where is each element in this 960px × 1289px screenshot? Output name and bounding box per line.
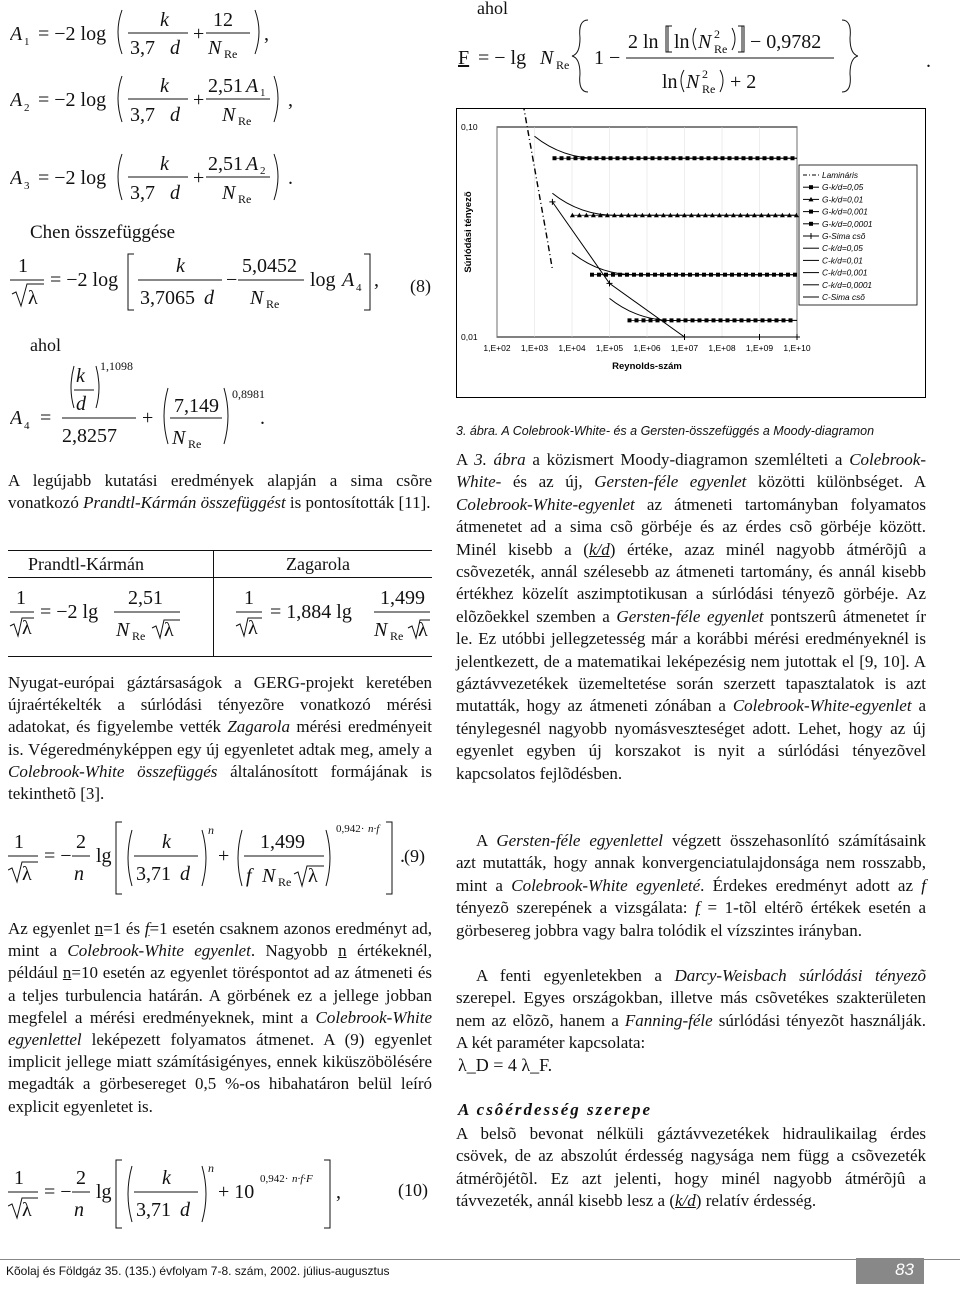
text-run-italic: 3. ábra — [474, 450, 526, 469]
svg-text:5,0452: 5,0452 — [242, 255, 297, 277]
moody-chart-svg — [457, 109, 925, 397]
text-run-underline: n — [62, 963, 72, 983]
svg-text:N: N — [172, 427, 186, 449]
ahol-label-left: ahol — [30, 335, 61, 355]
y-axis-title: Súrlódási tényezõ — [463, 191, 474, 273]
paragraph-gersten-comparison — [456, 830, 926, 942]
svg-text:A: A — [246, 153, 259, 175]
paragraph-darcy-fanning — [456, 965, 926, 1055]
svg-text:3: 3 — [24, 180, 30, 192]
x-tick-label: 1,E+10 — [783, 343, 811, 353]
svg-text:1: 1 — [16, 587, 26, 609]
svg-text:= −: = − — [44, 1181, 72, 1203]
svg-text:d: d — [180, 1199, 190, 1221]
legend-label: C-k/d=0,0001 — [822, 279, 873, 290]
svg-text:= −2 log: = −2 log — [50, 269, 119, 291]
section-heading: A csôérdesség szerepe — [458, 1100, 653, 1119]
svg-text:+ 2: + 2 — [730, 71, 757, 93]
svg-text:+: + — [218, 845, 230, 867]
legend-label: G-k/d=0,05 — [822, 182, 864, 193]
text-run-italic: Gersten-féle egyenlet — [594, 472, 747, 492]
svg-text:λ: λ — [28, 287, 38, 309]
svg-text:N: N — [686, 71, 700, 93]
svg-text:2: 2 — [702, 67, 708, 81]
svg-text:= −2 log: = −2 log — [38, 89, 107, 111]
svg-text:d: d — [170, 104, 180, 126]
svg-text:= − lg: = − lg — [478, 47, 527, 69]
legend-label: C-Sima csõ — [822, 292, 865, 302]
x-tick-label: 1,E+06 — [633, 343, 661, 353]
svg-text:ln: ln — [674, 31, 690, 53]
svg-text:A: A — [10, 89, 23, 111]
text-run: = 1-tõl eltérõ értékek esetén a görbesereg jobbra vagy balra tolódik el vízszintes irányban. — [456, 898, 926, 940]
equation-a1-graphic — [10, 4, 300, 60]
svg-text:7,149: 7,149 — [174, 395, 219, 417]
svg-text:1: 1 — [14, 1167, 24, 1189]
svg-text:N: N — [116, 619, 130, 641]
legend-label: G-Sima csõ — [822, 231, 866, 241]
comparison-table — [8, 550, 432, 658]
x-axis-title: Reynolds-szám — [612, 361, 682, 372]
svg-text:2,8257: 2,8257 — [62, 425, 117, 447]
svg-text:4: 4 — [356, 282, 362, 294]
svg-text:Re: Re — [224, 47, 238, 60]
zagarola-equation — [214, 578, 432, 656]
equation-chen-graphic — [10, 248, 450, 320]
series-laminar-line — [523, 109, 552, 269]
equation-number-10: (10) — [398, 1180, 428, 1200]
text-run-italic: Gersten-féle egyenlet — [616, 606, 764, 626]
svg-text:1,499: 1,499 — [260, 831, 305, 853]
svg-text:d: d — [170, 37, 180, 59]
svg-text:,: , — [264, 23, 269, 45]
svg-text:k: k — [76, 365, 85, 387]
series-smooth-pipe-line — [552, 202, 797, 337]
svg-text:1: 1 — [260, 87, 266, 99]
equation-a4 — [10, 358, 310, 464]
svg-text:F: F — [458, 47, 470, 69]
series-colebrook-line — [535, 136, 798, 158]
paragraph-gerg — [8, 672, 432, 805]
svg-text:.: . — [260, 407, 265, 429]
series-smooth-pipe-marker — [757, 334, 763, 340]
text-run-italic: Colebrook-White egyenleté — [511, 875, 701, 895]
svg-text:.: . — [288, 167, 293, 189]
page-number: 83 — [895, 1260, 914, 1279]
svg-text:ln: ln — [662, 71, 678, 93]
svg-text:λ: λ — [22, 617, 32, 639]
svg-text:=: = — [40, 407, 52, 429]
legend-marker — [809, 222, 813, 226]
text-run-italic: Zagarola — [227, 717, 291, 737]
page-number-box — [856, 1258, 924, 1284]
text-run-underline: f — [695, 898, 700, 918]
svg-text:n: n — [208, 1161, 214, 1175]
svg-text:1: 1 — [18, 255, 28, 277]
text-run-italic: Prandtl-Kármán összefüggést — [83, 493, 286, 513]
svg-text:1: 1 — [14, 831, 24, 853]
svg-text:N: N — [250, 287, 264, 309]
equation-9 — [8, 818, 418, 904]
svg-text:A: A — [342, 269, 355, 291]
svg-text:d: d — [204, 287, 214, 309]
lambda-relation: λ_D = 4 λ_F. — [458, 1055, 553, 1075]
footer-rule — [0, 1259, 960, 1260]
paragraph-prandtl-intro — [8, 470, 432, 514]
text-run: végzett összehasonlító számításaink azt mutatták, hogy annak konvergenciatulajdonsága nem rosszabb, mint a — [456, 831, 927, 895]
svg-text:2: 2 — [76, 1167, 86, 1189]
svg-text:lg: lg — [96, 845, 112, 867]
text-run: súrlódási tényezõt használják. A két paraméter kapcsolata: — [456, 1010, 926, 1053]
text-run-italic: f — [921, 875, 927, 895]
svg-text:0,942·: 0,942· — [260, 1173, 289, 1185]
svg-text:log: log — [310, 269, 336, 291]
table-bottom-border — [8, 656, 432, 657]
prandtl-karman-label: Prandtl-Kármán — [28, 554, 144, 574]
footer-journal: Kõolaj és Földgáz 35. (135.) évfolyam 7-8. szám, 2002. július-augusztus — [6, 1264, 390, 1278]
legend-label: Lamináris — [822, 170, 858, 180]
svg-text:−: − — [226, 269, 238, 291]
text-run: A — [476, 831, 497, 850]
svg-text:N: N — [208, 37, 222, 59]
x-tick-label: 1,E+05 — [595, 343, 624, 353]
text-run: A legújabb kutatási eredmények alapján a sima csõre vonatkozó — [8, 471, 432, 513]
svg-text:,: , — [336, 1181, 341, 1203]
text-run-underline: f — [144, 919, 150, 938]
svg-text:Re: Re — [132, 629, 146, 643]
svg-text:+: + — [142, 407, 154, 429]
svg-text:N: N — [374, 619, 388, 641]
text-run: A — [456, 450, 475, 469]
text-run-italic: Fanning-féle — [624, 1010, 713, 1030]
svg-text:− 0,9782: − 0,9782 — [750, 31, 822, 53]
svg-text:= −2 lg: = −2 lg — [40, 601, 99, 623]
svg-text:1: 1 — [244, 587, 254, 609]
svg-text:λ: λ — [164, 619, 174, 641]
svg-text:N: N — [222, 104, 236, 126]
equation-a3 — [10, 148, 310, 212]
text-run: =1 esetén csaknem azonos eredményt ad, mint a — [8, 919, 432, 961]
zagarola-label: Zagarola — [286, 554, 350, 574]
svg-text:Re: Re — [238, 192, 252, 206]
x-tick-label: 1,E+07 — [670, 343, 699, 353]
text-run: . Nagyobb — [250, 941, 339, 961]
legend-label: C-k/d=0,001 — [822, 267, 868, 278]
text-run-underline: n — [338, 941, 347, 961]
svg-text:λ: λ — [22, 1199, 32, 1221]
svg-text:Re: Re — [390, 629, 404, 643]
equation-f-period: . — [926, 50, 931, 72]
paragraph-moody — [456, 449, 926, 785]
svg-text:,: , — [374, 269, 379, 291]
x-tick-label: 1,E+02 — [483, 343, 511, 353]
text-run: Nyugat-európai gáztársaságok a GERG-projekt keretében újraértékelték a súrlódási tényezõre vonatkozó mérési adatokat, és figyelembe vették — [8, 673, 432, 737]
svg-text:d: d — [76, 393, 86, 415]
svg-text:k: k — [176, 255, 185, 277]
legend-label: G-k/d=0,0001 — [822, 218, 873, 229]
text-run: a közismert Moody-diagramon szemlélteti a — [525, 450, 850, 469]
svg-text:k: k — [160, 75, 169, 97]
svg-text:λ: λ — [248, 617, 258, 639]
text-run-italic: Colebrook-White-egyenlet — [732, 696, 912, 716]
svg-text:k: k — [162, 1167, 171, 1189]
svg-text:n: n — [208, 823, 214, 837]
equation-number-8: (8) — [410, 276, 431, 296]
svg-text:+ 10: + 10 — [218, 1181, 255, 1203]
text-run: ) relatív érdesség. — [695, 1191, 817, 1211]
svg-text:1 −: 1 − — [594, 47, 621, 69]
svg-text:0,942·: 0,942· — [336, 823, 365, 835]
svg-text:N: N — [222, 182, 236, 204]
svg-text:= −2 log: = −2 log — [38, 167, 107, 189]
text-run-italic: Darcy-Weisbach súrlódási tényezõ — [674, 966, 926, 985]
svg-text:N: N — [540, 47, 554, 69]
equation-a2-graphic — [10, 70, 310, 128]
svg-text:2,51: 2,51 — [208, 75, 243, 97]
series-smooth-pipe-marker — [794, 334, 800, 340]
svg-text:A: A — [10, 23, 23, 45]
equation-f — [458, 8, 858, 110]
equation-a4-graphic — [10, 358, 310, 458]
svg-text:2: 2 — [714, 27, 720, 41]
equation-a1 — [10, 4, 300, 60]
text-run-underline: n — [94, 919, 104, 938]
text-run: általánosított formájának is tekinthetõ [3]. — [8, 761, 432, 804]
svg-text:lg: lg — [96, 1181, 112, 1203]
svg-text:1,1098: 1,1098 — [100, 359, 133, 373]
text-run-underline: k/d — [588, 539, 610, 559]
svg-text:2,51: 2,51 — [208, 153, 243, 175]
text-run: is pontosították [11]. — [285, 493, 431, 513]
paragraph-roughness — [456, 1123, 926, 1213]
text-run: ) értéke, azaz minél nagyobb átmérõjû a csõvezeték, annál szélesebb az átmeneti tartomány, és annál kisebb értékhez közelít aszimptotikusan a súrlódási tényezõ görbéje. Az elõzõekkel szemben a — [456, 539, 927, 626]
text-run: értékeknél, például — [8, 941, 432, 983]
svg-text:= 1,884 lg: = 1,884 lg — [270, 601, 352, 623]
svg-text:n: n — [74, 863, 84, 885]
svg-text:2: 2 — [76, 831, 86, 853]
text-run: mérési eredményeit is. Végeredményképpen egy új egyenletet adtak meg, amely a — [8, 717, 433, 759]
equation-a3-graphic — [10, 148, 310, 206]
text-run-italic: Colebrook-White összefüggés — [8, 761, 218, 781]
svg-text:,: , — [288, 89, 293, 111]
svg-text:3,7: 3,7 — [130, 182, 155, 204]
svg-text:A: A — [10, 167, 23, 189]
svg-text:.: . — [400, 845, 405, 867]
x-tick-label: 1,E+08 — [708, 343, 736, 353]
series-smooth-pipe-marker — [549, 199, 555, 205]
text-run: az átmeneti tartományban folyamatos átmenetet ad a sima csõ görbéje és az érdes csõ görbéje között. Minél kisebb a ( — [456, 494, 926, 559]
svg-text:1,499: 1,499 — [380, 587, 425, 609]
text-run: A fenti egyenletekben a — [476, 966, 675, 985]
svg-text:k: k — [160, 153, 169, 175]
svg-text:λ: λ — [22, 863, 32, 885]
svg-text:λ: λ — [308, 865, 318, 887]
equation-10 — [8, 1158, 388, 1238]
text-run: szerepel. Egyes országokban, illetve más csõvetékes szakterületen nem az elõzõ, hanem a — [456, 988, 926, 1030]
legend-marker — [809, 185, 813, 189]
moody-chart — [456, 108, 926, 398]
svg-text:N: N — [698, 31, 712, 53]
svg-text:A: A — [246, 75, 259, 97]
legend-marker — [809, 210, 813, 214]
prandtl-karman-equation — [8, 578, 213, 656]
y-tick-label: 0,01 — [461, 332, 478, 342]
svg-text:Re: Re — [702, 82, 716, 96]
chen-heading: Chen összefüggése — [30, 222, 176, 243]
svg-text:n·f·F: n·f·F — [292, 1173, 313, 1185]
equation-f-graphic — [458, 8, 858, 104]
text-run: pontszerû átmenetet ír le. Ez utóbbi jellegzetesség már a korábbi mérési eredményeknél is jelentkezett, de a matematikai leképezésig nem jutottak el [9, 10]. A gáztávvezetékek üzemeltetése során szerzett tapasztalatok is azt mutatták, hogy az átmeneti zónában a — [456, 606, 926, 716]
svg-text:Re: Re — [238, 114, 252, 128]
svg-text:3,7065: 3,7065 — [140, 287, 195, 309]
svg-text:n: n — [74, 1199, 84, 1221]
legend-label: C-k/d=0,01 — [822, 255, 863, 266]
legend-label: C-k/d=0,05 — [822, 243, 863, 254]
svg-text:Re: Re — [278, 875, 292, 889]
text-run: közötti különbséget. A — [746, 472, 926, 492]
text-run: . Érdekes eredményt adott az — [700, 875, 922, 895]
svg-text:n·f: n·f — [368, 823, 380, 835]
figure-caption: 3. ábra. A Colebrook-White- és a Gersten-összefüggés a Moody-diagramon — [456, 424, 875, 438]
equation-9-graphic — [8, 818, 418, 898]
text-run-underline: k/d — [675, 1191, 696, 1211]
svg-text:0,8981: 0,8981 — [232, 387, 265, 401]
svg-text:= −2 log: = −2 log — [38, 23, 107, 45]
table-top-border — [8, 550, 432, 551]
svg-text:2: 2 — [24, 102, 30, 114]
text-run: és az új, — [501, 472, 595, 492]
ahol-label-right: ahol — [477, 0, 508, 18]
equation-10-graphic — [8, 1158, 388, 1232]
text-run-italic: Gersten-féle egyenlettel — [496, 831, 663, 850]
svg-text:k: k — [162, 831, 171, 853]
svg-text:2: 2 — [260, 165, 266, 177]
svg-text:+: + — [193, 89, 205, 111]
svg-text:3,71: 3,71 — [136, 1199, 171, 1221]
svg-text:Re: Re — [266, 297, 280, 311]
equation-a2 — [10, 70, 310, 134]
svg-text:12: 12 — [213, 9, 233, 31]
equation-number-9: (9) — [404, 846, 425, 866]
svg-text:3,7: 3,7 — [130, 37, 155, 59]
text-run: a ténylegesnél nagyobb nyomásveszteséget adott. Lehet, hogy az új egyenlet egyben új korszakot is nyit a súrlódási tényezõvel kapcsolatos fejlõdésben. — [456, 696, 926, 783]
svg-text:3,71: 3,71 — [136, 863, 171, 885]
x-tick-label: 1,E+03 — [520, 343, 549, 353]
svg-text:f: f — [246, 865, 252, 887]
x-tick-label: 1,E+09 — [745, 343, 774, 353]
svg-text:Re: Re — [556, 58, 570, 72]
text-run-italic: Colebrook-White egyenlettel — [8, 1007, 432, 1050]
svg-text:+: + — [193, 23, 205, 45]
x-tick-label: 1,E+04 — [558, 343, 586, 353]
svg-text:4: 4 — [24, 420, 30, 432]
svg-text:+: + — [193, 167, 205, 189]
legend-label: G-k/d=0,001 — [822, 206, 868, 217]
text-run: A belsõ bevonat nélküli gáztávvezetékek hidraulikailag érdes csövek, de az abszolút érdesség nagysága nem függ a csõvezeték átmérõjétõl. Ez azt jelenti, hogy minél nagyobb átmérõjû a távvezeték, annál kisebb lesz a ( — [456, 1124, 926, 1211]
text-run: =10 esetén az egyenlet töréspontot ad az átmeneti és a teljes turbulencia határán. A görbének ez a jellege jobban megfelel a mérési eredményeknek, mint a — [8, 963, 432, 1027]
series-colebrook-line — [610, 298, 798, 320]
svg-text:A: A — [10, 407, 23, 429]
svg-text:k: k — [160, 9, 169, 31]
text-run: leképezett folyamatos átmenet. A (9) egyenlet implicit jellege miatt számításigényes, ennek kiküszöbölésére megadták a görbesereget 0,5 %-os hibahatáron belül leíró explicit egyenletet is. — [8, 1030, 432, 1116]
equation-chen — [10, 248, 450, 326]
svg-text:d: d — [170, 182, 180, 204]
text-run: tényezõ szerepének a vizsgálata: — [456, 898, 696, 918]
svg-text:2,51: 2,51 — [128, 587, 163, 609]
text-run-italic: Colebrook-White-egyenlet — [456, 494, 635, 514]
y-tick-label: 0,10 — [461, 122, 478, 132]
text-run: =1 és — [103, 919, 145, 938]
svg-text:d: d — [180, 863, 190, 885]
text-run: Az egyenlet — [8, 919, 95, 938]
text-run-italic: Colebrook-White egyenlet — [67, 941, 251, 961]
legend-label: G-k/d=0,01 — [822, 194, 864, 205]
svg-text:2 ln: 2 ln — [628, 31, 659, 53]
svg-text:Re: Re — [714, 42, 728, 56]
paragraph-gerg-results — [8, 918, 432, 1118]
svg-text:λ: λ — [418, 619, 428, 641]
svg-text:1: 1 — [24, 36, 30, 48]
text-run-italic: Colebrook-White- — [456, 450, 926, 492]
svg-text:= −: = − — [44, 845, 72, 867]
series-colebrook-line — [552, 193, 797, 215]
svg-text:3,7: 3,7 — [130, 104, 155, 126]
svg-text:Re: Re — [188, 437, 202, 451]
svg-text:N: N — [262, 865, 276, 887]
